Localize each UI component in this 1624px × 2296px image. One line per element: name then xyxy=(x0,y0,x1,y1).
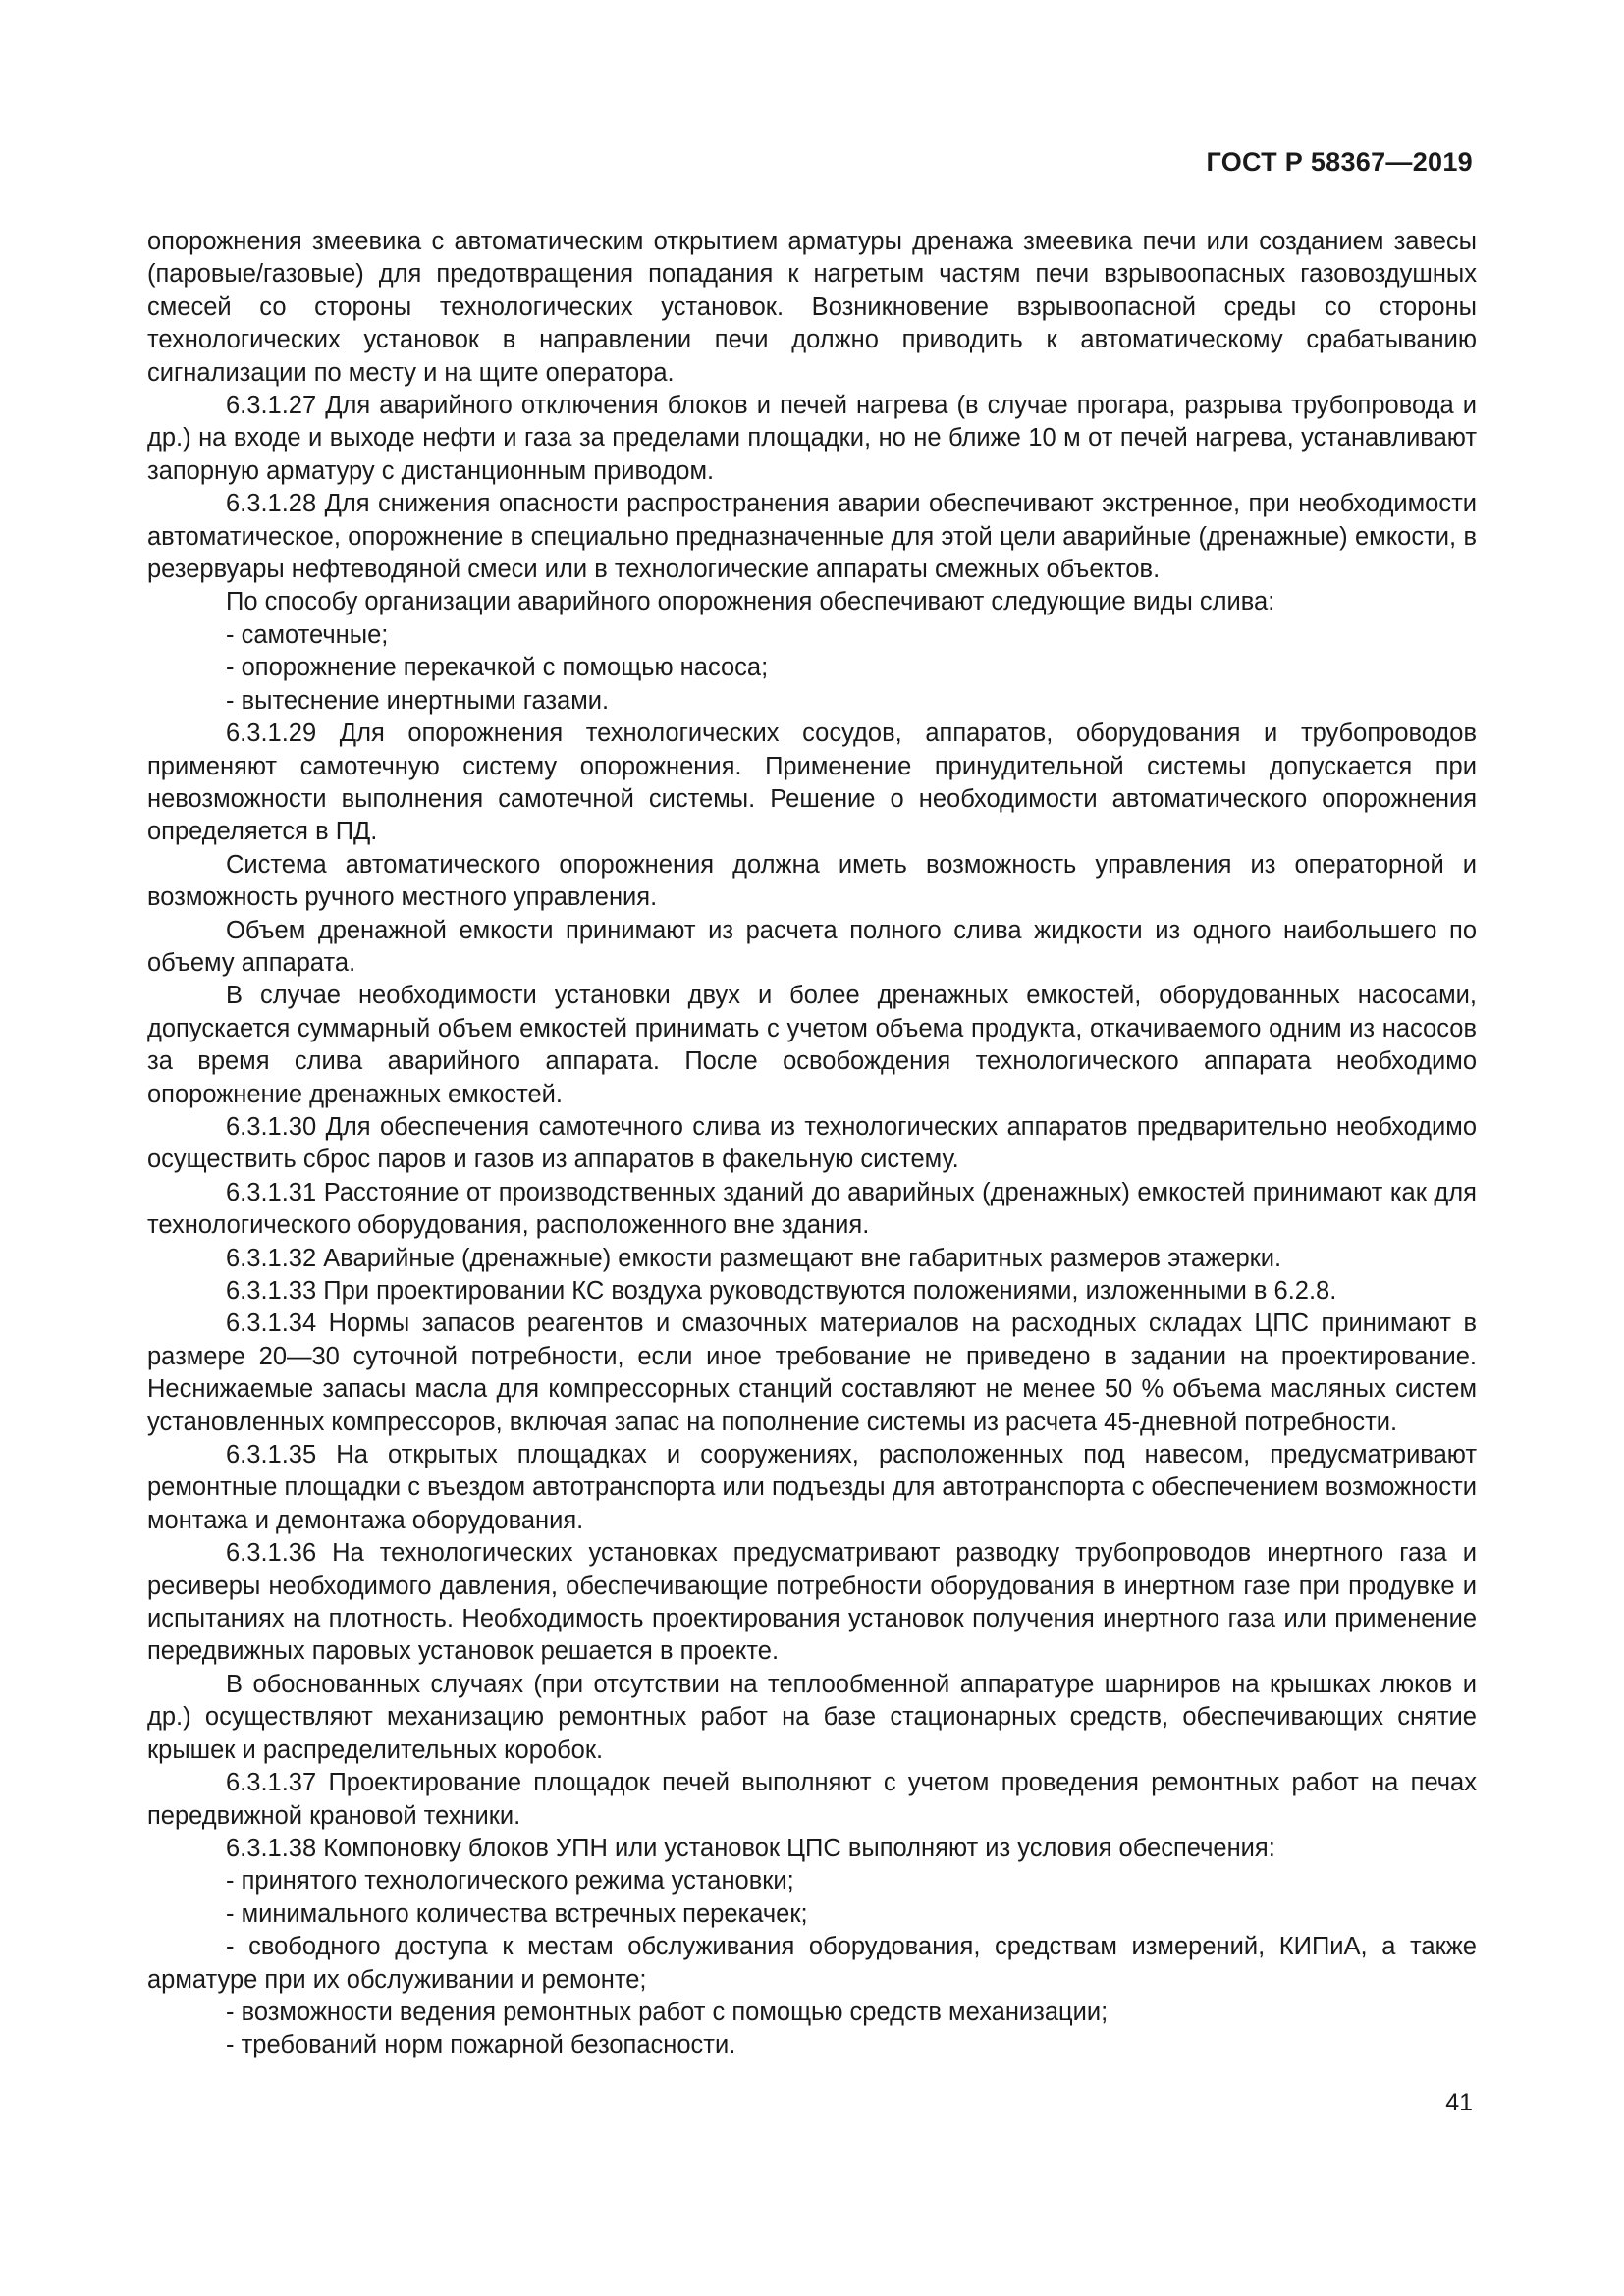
clause-6-3-1-27: 6.3.1.27 Для аварийного отключения блоков и печей нагрева (в случае прогара, разрыва трубопровода и др.) на входе и выходе нефти и газа за пределами площадки, но не ближе 10 м от печей нагрева, устанавливают запорную арматуру с дистанционным приводом. xyxy=(147,392,1477,485)
body-text xyxy=(147,226,1477,2062)
clause-6-3-1-38: 6.3.1.38 Компоновку блоков УПН или установок ЦПС выполняют из условия обеспечения: xyxy=(226,1834,1275,1862)
list-item: - самотечные; xyxy=(226,620,389,649)
list-item: - минимального количества встречных перекачек; xyxy=(226,1899,808,1928)
clause-6-3-1-33: 6.3.1.33 При проектировании КС воздуха руководствуются положениями, изложенными в 6.2.8. xyxy=(226,1277,1337,1305)
clause-6-3-1-30: 6.3.1.30 Для обеспечения самотечного слива из технологических аппаратов предварительно необходимо осуществить сброс паров и газов из аппаратов в факельную систему. xyxy=(147,1112,1477,1174)
list-item: - требований норм пожарной безопасности. xyxy=(226,2031,736,2059)
list-item: - вытеснение инертными газами. xyxy=(226,686,610,715)
list-item: - опорожнение перекачкой с помощью насоса; xyxy=(226,654,769,682)
clause-6-3-1-29: 6.3.1.29 Для опорожнения технологических сосудов, аппаратов, оборудования и трубопроводов применяют самотечную систему опорожнения. Применение принудительной системы допускается при невозможности выполнения самотечной системы. Решение о необходимости автоматического опорожнения определяется в ПД. xyxy=(147,720,1477,846)
clause-6-3-1-36: 6.3.1.36 На технологических установках предусматривают разводку трубопроводов инертного газа и ресиверы необходимого давления, обеспечивающие потребности оборудования в инертном газе при продувке и испытаниях на плотность. Необходимость проектирования установок получения инертного газа или применение передвижных паровых установок решается в проекте. xyxy=(147,1539,1477,1666)
clause-6-3-1-32: 6.3.1.32 Аварийные (дренажные) емкости размещают вне габаритных размеров этажерки. xyxy=(226,1244,1282,1272)
paragraph: В обоснованных случаях (при отсутствии на теплообменной аппаратуре шарниров на крышках люков и др.) осуществляют механизацию ремонтных работ на базе стационарных средств, обеспечивающих снятие крышек и распределительных коробок. xyxy=(147,1670,1477,1764)
clause-6-3-1-28: 6.3.1.28 Для снижения опасности распространения аварии обеспечивают экстренное, при необходимости автоматическое, опорожнение в специально предназначенные для этой цели аварийные (дренажные) емкости, в резервуары нефтеводяной смеси или в технологические аппараты смежных объектов. xyxy=(147,490,1477,584)
list-item: - принятого технологического режима установки; xyxy=(226,1867,794,1896)
list-item: - свободного доступа к местам обслуживания оборудования, средствам измерений, КИПиА, а также арматуре при их обслуживании и ремонте; xyxy=(147,1933,1477,1994)
paragraph: В случае необходимости установки двух и более дренажных емкостей, оборудованных насосами, допускается суммарный объем емкостей принимать с учетом объема продукта, откачиваемого одним из насосов за время слива аварийного аппарата. После освобождения технологического аппарата необходимо опорожнение дренажных емкостей. xyxy=(147,982,1477,1108)
clause-6-3-1-31: 6.3.1.31 Расстояние от производственных зданий до аварийных (дренажных) емкостей принимают как для технологического оборудования, расположенного вне здания. xyxy=(147,1178,1477,1240)
clause-6-3-1-37: 6.3.1.37 Проектирование площадок печей выполняют с учетом проведения ремонтных работ на печах передвижной крановой техники. xyxy=(147,1769,1477,1830)
list-item: - возможности ведения ремонтных работ с помощью средств механизации; xyxy=(226,1998,1109,2026)
paragraph: опорожнения змеевика с автоматическим открытием арматуры дренажа змеевика печи или созданием завесы (паровые/газовые) для предотвращения попадания к нагретым частям печи взрывоопасных газовоздушных смесей со стороны технологических установок. Возникновение взрывоопасной среды со стороны технологических установок в направлении печи должно приводить к автоматическому срабатыванию сигнализации по месту и на щите оператора. xyxy=(147,228,1477,387)
paragraph: По способу организации аварийного опорожнения обеспечивают следующие виды слива: xyxy=(226,588,1275,616)
standard-designation: ГОСТ Р 58367—2019 xyxy=(1206,147,1473,177)
page-number: 41 xyxy=(1445,2089,1473,2116)
paragraph: Система автоматического опорожнения должна иметь возможность управления из операторной и возможность ручного местного управления. xyxy=(147,850,1477,912)
paragraph: Объем дренажной емкости принимают из расчета полного слива жидкости из одного наибольшего по объему аппарата. xyxy=(147,916,1477,977)
clause-6-3-1-35: 6.3.1.35 На открытых площадках и сооружениях, расположенных под навесом, предусматривают ремонтные площадки с въездом автотранспорта или подъезды для автотранспорта с обеспечением возможности монтажа и демонтажа оборудования. xyxy=(147,1441,1477,1534)
clause-6-3-1-34: 6.3.1.34 Нормы запасов реагентов и смазочных материалов на расходных складах ЦПС принимают в размере 20—30 суточной потребности, если иное требование не приведено в задании на проектирование. Неснижаемые запасы масла для компрессорных станций составляют не менее 50 % объема масляных систем установленных компрессоров, включая запас на пополнение системы из расчета 45-дневной потребности. xyxy=(147,1309,1477,1436)
